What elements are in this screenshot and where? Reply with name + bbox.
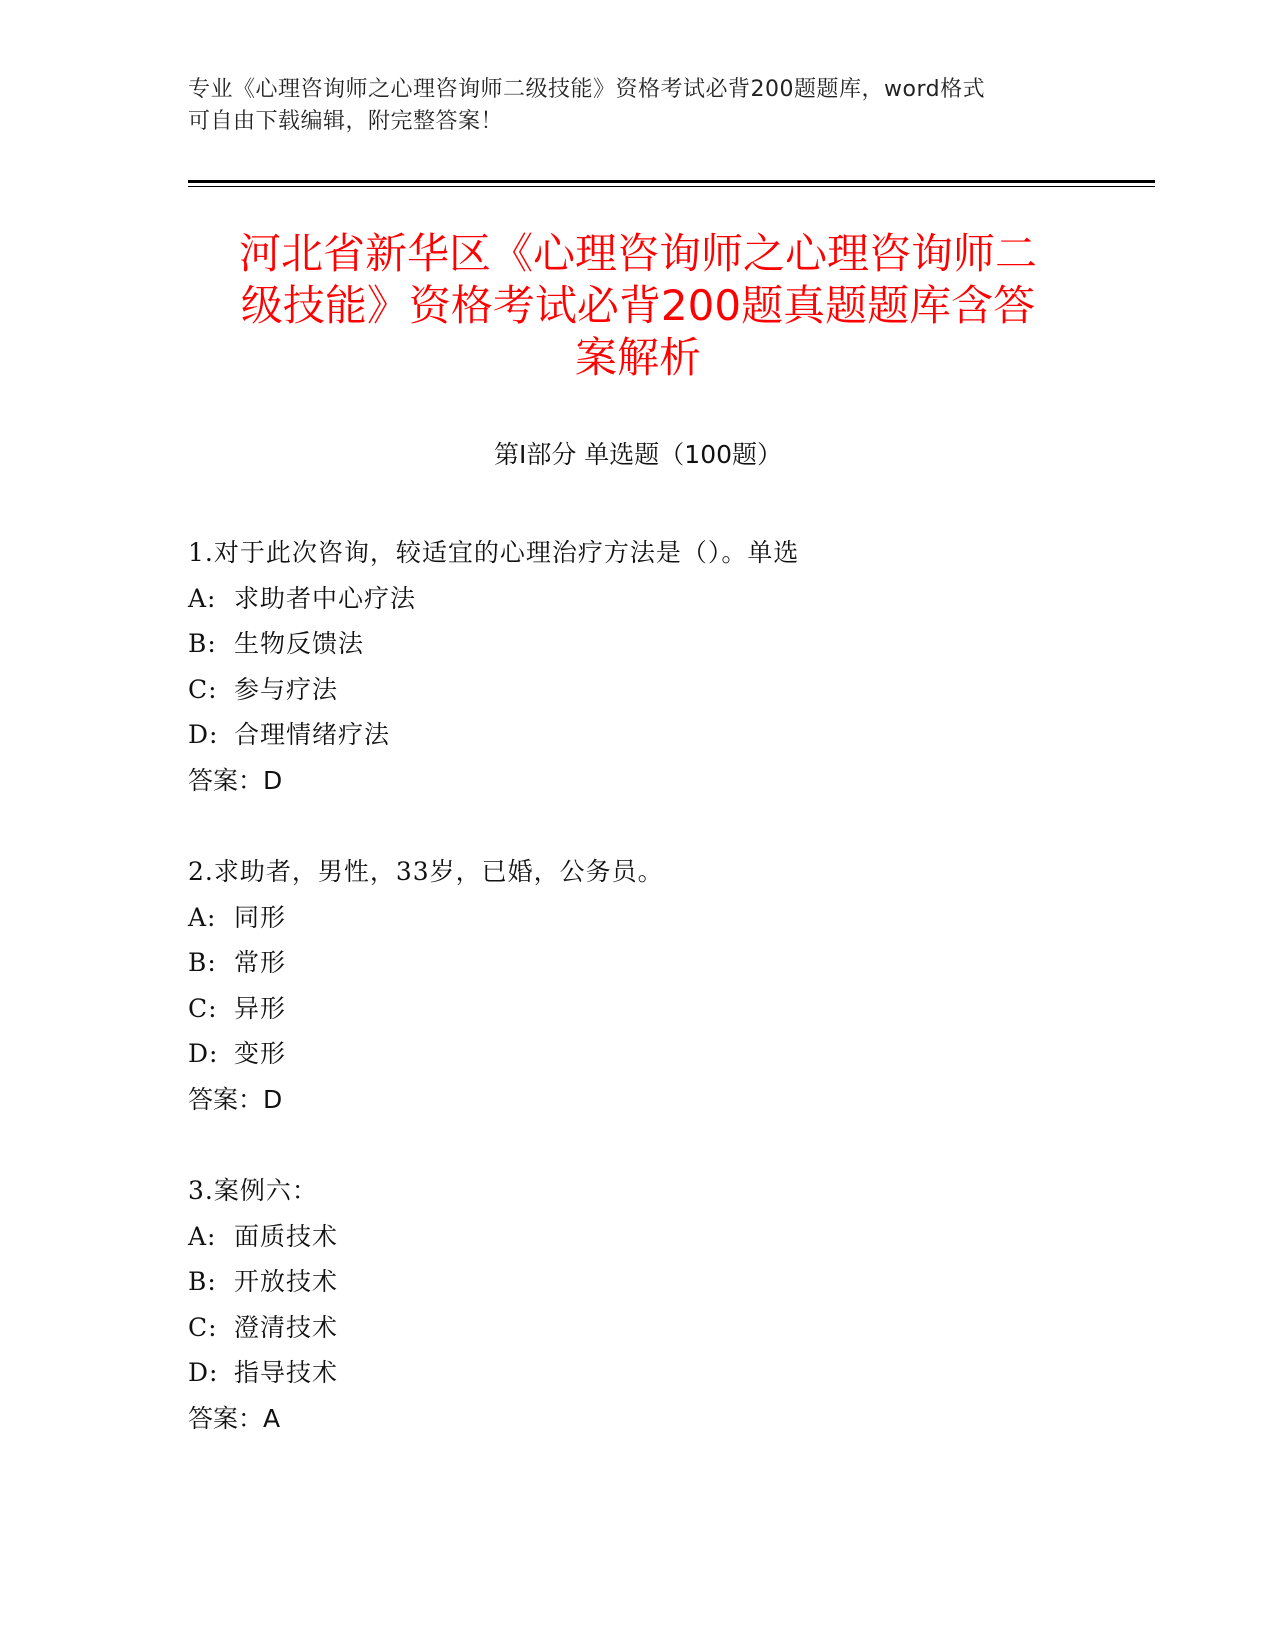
option-text: 开放技术 (234, 1267, 339, 1296)
document-title-line-3: 案解析 (574, 333, 701, 382)
option-d (188, 712, 1088, 758)
option-letter: C: (188, 1312, 218, 1342)
option-b (188, 1259, 1088, 1305)
option-c (188, 1305, 1088, 1351)
option-a (188, 1214, 1088, 1260)
option-text: 常形 (234, 948, 287, 977)
option-b (188, 621, 1088, 667)
option-letter: A: (188, 583, 217, 613)
option-text: 澄清技术 (234, 1312, 339, 1342)
option-a (188, 576, 1088, 622)
question-stem: 1.对于此次咨询，较适宜的心理治疗方法是（）。单选 (188, 538, 800, 567)
option-text: 面质技术 (234, 1221, 339, 1251)
header-note-line-1: 专业《心理咨询师之心理咨询师二级技能》资格考试必背200题题库，word格式 (188, 77, 986, 102)
header-divider-thick (188, 180, 1155, 183)
option-letter: A: (188, 1221, 217, 1251)
option-letter: C: (188, 993, 218, 1023)
option-d (188, 1031, 1088, 1077)
option-letter: D: (188, 720, 219, 749)
question-stem: 2.求助者，男性，33岁，已婚，公务员。 (188, 857, 664, 886)
header-note-line-2: 可自由下载编辑，附完整答案！ (188, 109, 504, 134)
document-title-line-2: 级技能》资格考试必背200题真题题库含答 (240, 281, 1036, 330)
section-title: 第Ⅰ部分 单选题（100题） (493, 440, 783, 469)
question-2 (188, 849, 1088, 1122)
question-stem: 3.案例六： (188, 1176, 318, 1205)
option-letter: B: (188, 948, 217, 977)
header-divider-thin (188, 186, 1155, 187)
option-letter: D: (188, 1039, 219, 1068)
option-text: 参与疗法 (234, 674, 339, 704)
option-text: 求助者中心疗法 (234, 583, 417, 613)
option-text: 异形 (234, 993, 287, 1023)
option-letter: C: (188, 674, 218, 704)
question-list (188, 530, 1088, 1487)
option-letter: A: (188, 902, 217, 932)
option-d (188, 1350, 1088, 1396)
option-c (188, 667, 1088, 713)
question-1 (188, 530, 1088, 803)
option-c (188, 986, 1088, 1032)
option-letter: D: (188, 1358, 219, 1387)
option-text: 生物反馈法 (234, 629, 365, 658)
option-letter: B: (188, 1267, 217, 1296)
option-b (188, 940, 1088, 986)
header-note (188, 74, 1088, 138)
option-text: 同形 (234, 902, 287, 932)
option-text: 指导技术 (234, 1358, 339, 1387)
option-text: 合理情绪疗法 (234, 720, 391, 749)
option-a (188, 895, 1088, 941)
document-title (188, 228, 1088, 384)
question-3 (188, 1168, 1088, 1441)
document-title-line-1: 河北省新华区《心理咨询师之心理咨询师二 (238, 229, 1037, 278)
option-text: 变形 (234, 1039, 287, 1068)
answer-line: 答案：A (188, 1403, 281, 1433)
option-letter: B: (188, 629, 217, 658)
answer-line: 答案：D (188, 765, 283, 795)
answer-line: 答案：D (188, 1084, 283, 1114)
